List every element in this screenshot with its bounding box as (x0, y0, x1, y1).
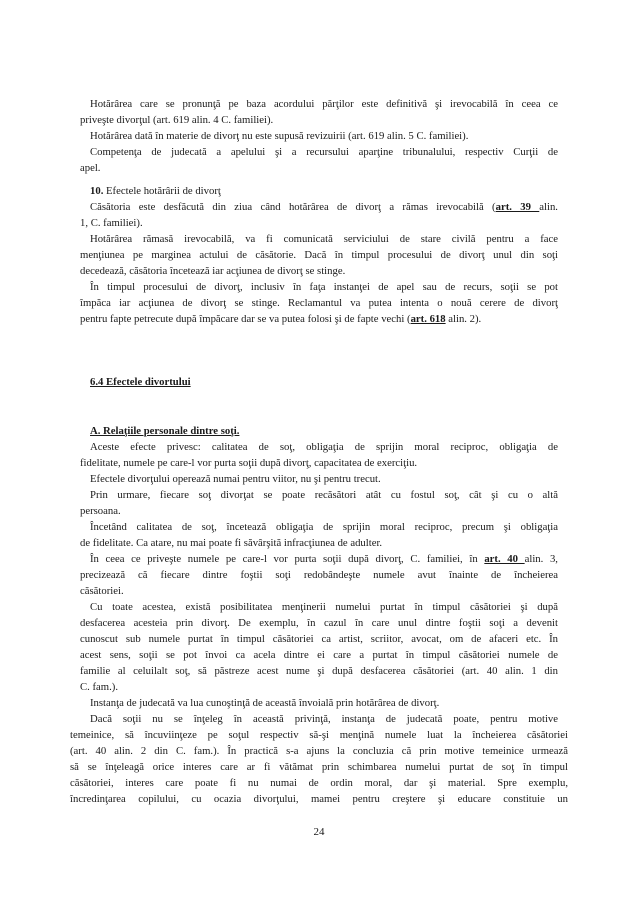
section-title: Efectele hotărârii de divorţ (103, 185, 221, 197)
text-line: C. fam.). (80, 681, 118, 693)
text-line: să se înţeleagă orice interes care ar fi vătămat prin schimbarea numelui purtat de soţ în timpul (70, 761, 568, 773)
page-number: 24 (313, 826, 325, 838)
text-line: decedează, căsătoria încetează iar acţiunea de divorţ se stinge. (80, 265, 346, 277)
text-line: Efectele divorţului operează numai pentru viitor, nu şi pentru trecut. (90, 473, 381, 485)
text-line: împăca iar acţiunea de divorţ se stinge. Reclamantul va putea intenta o nouă cerere de divorţ (80, 297, 558, 309)
text-line: Prin urmare, fiecare soţ divorţat se poate recăsători atât cu fostul soţ, cât şi cu o altă (90, 489, 558, 501)
text-span: În ceea ce priveşte numele pe care-l vor purta soţii după divorţ, C. familiei, în (90, 553, 485, 565)
text-line: Hotărârea rămasă irevocabilă, va fi comunicată serviciului de stare civilă pentru a face (90, 233, 558, 245)
section-a (70, 423, 568, 807)
text-span: alin. (539, 201, 558, 213)
text-line: Încetând calitatea de soţ, încetează obligaţia de sprijin moral reciproc, precum şi obligaţia (90, 521, 558, 533)
text-span: Căsătoria este desfăcută din ziua când hotărârea de divorţ a rămas irevocabilă ( (90, 201, 496, 213)
text-span: alin. 3, (524, 553, 558, 565)
text-span: pentru fapte petrecute după împăcare dar se va putea folosi şi de fapte vechi ( (80, 313, 411, 325)
text-line: încredinţarea copilului, cu ocazia divorţului, mamei pentru creştere şi educare constituie un (70, 793, 568, 805)
text-line: menţiunea pe marginea actului de căsătorie. Dacă în timpul procesului de divorţ unul din soţi (80, 249, 558, 261)
text-line: Aceste efecte privesc: calitatea de soţ, obligaţia de sprijin moral reciproc, obligaţia de (90, 441, 558, 453)
section-10 (80, 183, 558, 327)
text-line: temeinice, să încuviinţeze pe soţul respectiv să-şi menţină numele luat la încheierea căsătoriei (70, 729, 568, 741)
text-line: desfacerea acesteia prin divorţ. De exemplu, în cazul în care unul dintre foştii soţi a devenit (80, 617, 558, 629)
text-line: priveşte divorţul (art. 619 alin. 4 C. familiei). (80, 114, 274, 126)
section-heading (80, 183, 558, 199)
law-article-link[interactable]: art. 40 (484, 553, 525, 565)
text-line: Cu toate acestea, există posibilitatea menţinerii numelui purtat în timpul căsătoriei şi după (90, 601, 558, 613)
text-line: (art. 40 alin. 2 din C. fam.). În practică s-a ajuns la concluzia că prin motive temeinice urmează (70, 745, 568, 757)
text-line: persoana. (80, 505, 121, 517)
text-line: acest sens, soţii se pot învoi ca acela dintre ei care a purtat în timpul căsătoriei numele de (80, 649, 558, 661)
text-line (80, 311, 558, 327)
text-line: 1, C. familiei). (80, 217, 143, 229)
text-line: În timpul procesului de divorţ, inclusiv în faţa instanţei de apel sau de recurs, soţii se pot (90, 281, 558, 293)
section-number: 10. (90, 185, 104, 197)
text-line: Instanţa de judecată va lua cunoştinţă de această învoială prin hotărârea de divorţ. (90, 697, 440, 709)
text-span: alin. 2). (445, 313, 482, 325)
text-line: fidelitate, numele pe care-l vor purta soţii după divorţ, capacitatea de exerciţiu. (80, 457, 418, 469)
text-line (80, 199, 558, 215)
text-line: Competenţa de judecată a apelului şi a recursului aparţine tribunalului, respectiv Curţii de (90, 146, 558, 158)
text-line (80, 551, 558, 567)
text-line: căsătoriei. (80, 585, 124, 597)
text-line: Hotărârea dată în materie de divorţ nu este supusă revizuirii (art. 619 alin. 5 C. familiei). (90, 130, 469, 142)
law-article-link[interactable]: art. 618 (410, 313, 446, 325)
text-line: familie al celuilalt soţ, să păstreze acest nume şi după desfacerea căsătoriei (art. 40 alin. 1 din (80, 665, 558, 677)
text-line: Dacă soţii nu se înţeleg în această privinţă, instanţa de judecată poate, pentru motive (90, 713, 558, 725)
text-line: de fidelitate. Ca atare, nu mai poate fi săvârşită infracţiunea de adulter. (80, 537, 383, 549)
subsection-heading: A. Relaţiile personale dintre soţi. (90, 425, 240, 437)
text-line: cunoscut sub numele purtat în timpul căsătoriei ca artist, scriitor, avocat, om de afaceri etc. În (80, 633, 558, 645)
text-line: căsătoriei, interes care poate fi nu numai de ordin moral, dar şi material. Spre exemplu, (70, 777, 568, 789)
paragraph-block-intro (80, 96, 558, 176)
chapter-heading: 6.4 Efectele divortului (90, 376, 191, 388)
text-line: Hotărârea care se pronunţă pe baza acordului părţilor este definitivă şi irevocabilă în ceea ce (90, 98, 558, 110)
text-line: apel. (80, 162, 101, 174)
law-article-link[interactable]: art. 39 (495, 201, 540, 213)
text-line: precizează că fiecare dintre foştii soţi redobândeşte numele avut înainte de încheierea (80, 569, 558, 581)
